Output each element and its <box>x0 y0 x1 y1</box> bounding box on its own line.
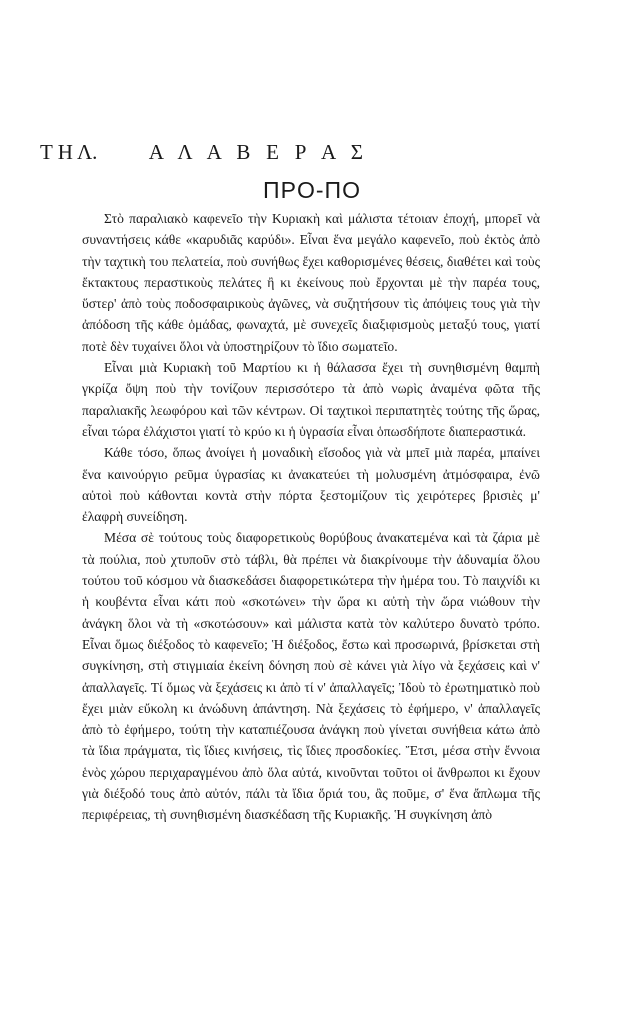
paragraph: Στὸ παραλιακὸ καφενεῖο τὴν Κυριακὴ καὶ μάλιστα τέτοιαν ἐποχή, μπορεῖ νὰ συναντήσεις κάθε «καρυδιᾶς καρύδι». Εἶναι ἕνα μεγάλο καφενεῖο, ποὺ ἐκτὸς ἀπὸ τὴν ταχτικὴ του πελατεία, ποὺ συνήθως ἔχει καθορισμένες θέσεις, διαθέτει καὶ τοὺς ἔκτακτους περαστικοὺς πελάτες ἢ κι ἐκείνους ποὺ ἔρχονται μὲ τὴν παρέα τους, ὕστερ' ἀπὸ τοὺς ποδοσφαιρικοὺς ἀγῶνες, νὰ συζητήσουν τὶς ἀπόψεις τους γιὰ τὴν ἀπόδοση τῆς κάθε ὁμάδας, φωναχτά, μὲ συνεχεῖς διαξιφισμοὺς μεταξύ τους, γιατί ποτὲ δὲν τυχαίνει ὅλοι νὰ ὑποστηρίζουν τὸ ἴδιο σωματεῖο. <box>82 211 540 354</box>
paragraph: Μέσα σὲ τούτους τοὺς διαφορετικοὺς θορύβους ἀνακατεμένα καὶ τὰ ζάρια μὲ τὰ πούλια, ποὺ χτυποῦν στὸ τάβλι, θὰ πρέπει νὰ διακρίνουμε τὴν ἀδυναμία ὅλου τούτου τοῦ κόσμου νὰ διασκεδάσει διαφορετικώτερα τὴν ἡμέρα του. Τὸ παιχνίδι κι ἡ κουβέντα εἶναι κάτι ποὺ «σκοτώνει» τὴν ὥρα κι αὐτὴ τὴν ὥρα νιώθουν τὴν ἀνάγκη ὅλοι νὰ τὴ «σκοτώσουν» καὶ μάλιστα κατὰ τὸν καλύτερο δυνατὸ τρόπο. Εἶναι ὅμως διέξοδος τὸ καφενεῖο; Ἡ διέξοδος, ἔστω καὶ προσωρινά, βρίσκεται στὴ συγκίνηση, στὴ στιγμιαία ἐκείνη δόνηση ποὺ σὲ κάνει γιὰ λίγο νὰ ξεχάσεις καὶ ν' ἀπαλλαγεῖς. Τί ὅμως νὰ ξεχάσεις κι ἀπὸ τί ν' ἀπαλλαγεῖς; Ἰδοὺ τὸ ἐρωτηματικὸ ποὺ ἔχει μιὰν εὔκολη κι ἀνώδυνη ἀπάντηση. Νὰ ξεχάσεις τὸ ἐφήμερο, ν' ἀπαλλαγεῖς ἀπὸ τὸ ἐφήμερο, τούτη τὴν καταπιέζουσα ἀνάγκη ποὺ γίνεται συνήθεια κάτω ἀπὸ τὰ ἴδια πράγματα, τὶς ἴδιες κινήσεις, τὶς ἴδιες προσδοκίες. Ἔτσι, μέσα στὴν ἔννοια ἑνὸς χώρου περιχαραγμένου ἀπὸ ὅλα αὐτά, κινοῦνται τοῦτοι οἱ ἄνθρωποι κι ἔχουν γιὰ διέξοδό τους ἀπὸ αὐτόν, πάλι τὰ ἴδια ὅριά του, ἂς ποῦμε, σ' ἕνα ἄπλωμα τῆς περιφέρειας, τὴ συνηθισμένη διασκέδαση τῆς Κυριακῆς. Ἡ συγκίνηση ἀπὸ <box>82 530 540 823</box>
body-text <box>82 208 540 826</box>
paragraph: Εἶναι μιὰ Κυριακὴ τοῦ Μαρτίου κι ἡ θάλασσα ἔχει τὴ συνηθισμένη θαμπὴ γκρίζα ὄψη ποὺ τὴν τονίζουν περισσότερο τὰ ἀπὸ νωρὶς ἀναμένα φῶτα τῆς παραλιακῆς λεωφόρου καὶ τῶν κέντρων. Οἱ ταχτικοὶ περιπατητὲς τούτης τῆς ὥρας, εἶναι τώρα ἐλάχιστοι γιατί τὸ κρύο κι ἡ ὑγρασία εἶναι ὁπωσδήποτε διαπεραστικά. <box>82 360 540 439</box>
author-name: Τ Η Λ. Α Λ Α Β Ε Ρ Α Σ <box>40 140 363 164</box>
paragraph: Κάθε τόσο, ὅπως ἀνοίγει ἡ μοναδικὴ εἴσοδος γιὰ νὰ μπεῖ μιὰ παρέα, μπαίνει ἕνα καινούργιο ρεῦμα ὑγρασίας κι ἀνακατεύει τὴ μολυσμένη ἀτμόσφαιρα, ἐνῶ αὐτοὶ ποὺ κάθονται κοντὰ στὴν πόρτα ξεστομίζουν τὶς χειρότερες βρισιὲς μ' ἐλαφρὴ συνείδηση. <box>82 445 540 525</box>
chapter-title: ΠΡΟ-ΠΟ <box>263 177 361 203</box>
